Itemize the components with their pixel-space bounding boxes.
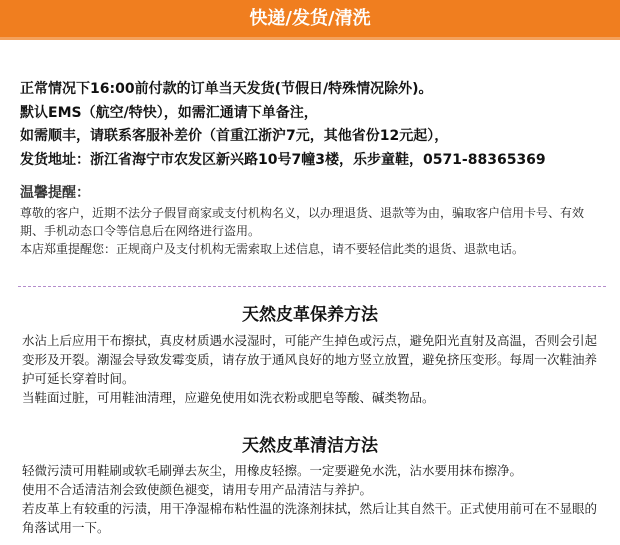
section-header (0, 0, 620, 40)
cleaning-paragraph: 若皮革上有较重的污渍，用干净湿棉布粘性温的洗涤剂抹拭，然后让其自然干。正式使用前可在不显眼的角落试用一下。 (22, 501, 598, 535)
warning-paragraph: 本店郑重提醒您：正规商户及支付机构无需索取上述信息，请不要轻信此类的退货、退款电话。 (20, 242, 525, 256)
section-divider (18, 286, 606, 287)
cleaning-title: 天然皮革清洁方法 (242, 436, 378, 456)
shipping-line: 如需顺丰，请联系客服补差价（首重江浙沪7元，其他省份12元起）， (20, 128, 449, 144)
cleaning-paragraph: 轻微污渍可用鞋刷或软毛刷弹去灰尘，用橡皮轻擦。一定要避免水洗，沾水要用抹布擦净。 (22, 463, 523, 478)
care-body (22, 331, 608, 407)
care-paragraph: 水沾上后应用干布擦拭，真皮材质遇水浸湿时，可能产生掉色或污点，避免阳光直射及高温，否则会引起变形及开裂。潮湿会导致发霉变质，请存放于通风良好的地方竖立放置，避免挤压变形。每周一次鞋油养护可延长穿着时间。 (22, 333, 598, 386)
warning-body (20, 204, 605, 258)
care-paragraph: 当鞋面过脏，可用鞋油清理，应避免使用如洗衣粉或肥皂等酸、碱类物品。 (22, 390, 435, 405)
shipping-address: 发货地址：浙江省海宁市农发区新兴路10号7幢3楼，乐步童鞋，0571-88365369 (20, 151, 546, 168)
shipping-line: 正常情况下16:00前付款的订单当天发货(节假日/特殊情况除外)。 (20, 81, 433, 97)
cleaning-paragraph: 使用不合适清洁剂会致使颜色褪变，请用专用产品清洁与养护。 (22, 482, 373, 497)
warning-paragraph: 尊敬的客户，近期不法分子假冒商家或支付机构名义，以办理退货、退款等为由，骗取客户信用卡号、有效期、手机动态口令等信息后在网络进行盗用。 (20, 206, 585, 238)
header-title: 快递/发货/清洗 (249, 8, 371, 29)
shipping-line: 默认EMS（航空/特快），如需汇通请下单备注， (20, 104, 318, 121)
care-title: 天然皮革保养方法 (242, 305, 378, 325)
cleaning-body (22, 461, 608, 537)
warning-title: 温馨提醒： (20, 185, 90, 201)
shipping-info (20, 78, 612, 172)
